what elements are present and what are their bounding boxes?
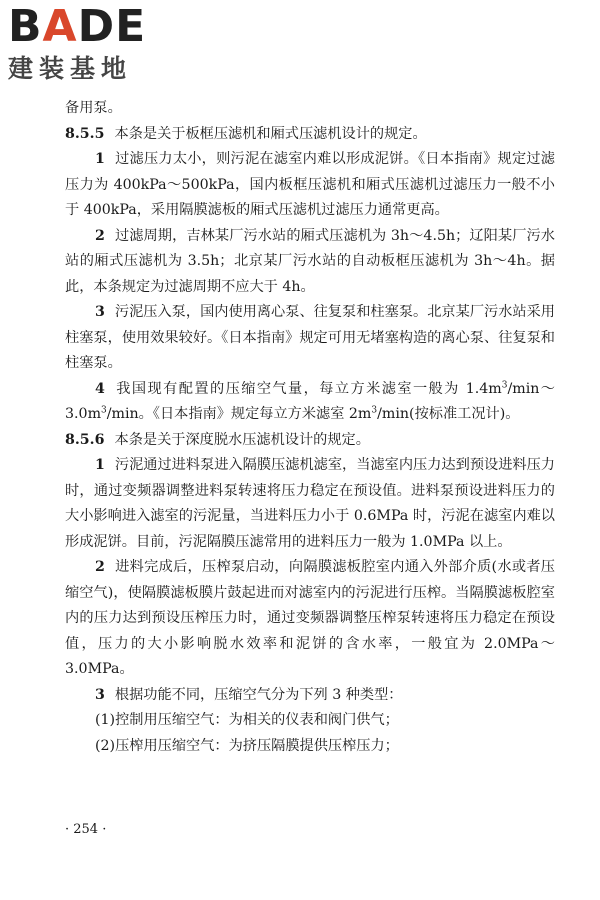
section-8-5-5: 8.5.5 本条是关于板框压滤机和厢式压滤机设计的规定。 bbox=[65, 125, 427, 142]
page-number: · 254 · bbox=[65, 822, 107, 837]
item-8-5-5-3: 3 污泥压入泵，国内使用离心泵、往复泵和柱塞泵。北京某厂污水站采用柱塞泵，使用效果较好。《日本指南》规定可用无堵塞构造的离心泵、往复泵和柱塞泵。 bbox=[65, 304, 555, 371]
list-item-1: (1)控制用压缩空气：为相关的仪表和阀门供气； bbox=[95, 712, 399, 728]
list-item-2: (2)压榨用压缩空气：为挤压隔膜提供压榨压力； bbox=[95, 737, 399, 754]
item-8-5-5-1: 1 过滤压力太小，则污泥在滤室内难以形成泥饼。《日本指南》规定过滤压力为 400kPa～500kPa，国内板框压滤机和厢式压滤机过滤压力一般不小于 400kPa，采用隔膜滤板的厢式压滤机过滤压力通常更高。 bbox=[65, 151, 555, 218]
item-8-5-5-4: 4 我国现有配置的压缩空气量，每立方米滤室一般为 $1.4m^3/\min\sim$ $3.0m^3/\min$。《日本指南》规定每立方米滤室 $2m^3/\min$(按标准工况计)。 bbox=[65, 379, 555, 422]
page-body bbox=[65, 96, 555, 759]
logo-wordmark: BADE bbox=[8, 1, 147, 52]
section-8-5-6: 8.5.6 本条是关于深度脱水压滤机设计的规定。 bbox=[65, 431, 370, 448]
logo-subtitle: 建装基地 bbox=[8, 54, 133, 83]
bade-logo bbox=[8, 1, 178, 90]
item-8-5-6-2: 2 进料完成后，压榨泵启动，向隔膜滤板腔室内通入外部介质(水或者压缩空气)，使隔膜滤板膜片鼓起进而对滤室内的污泥进行压榨。当隔膜滤板腔室内的压力达到预设压榨压力时，通过变频器调整压榨泵转速将压力稳定在预设值，压力的大小影响脱水效率和泥饼的含水率，一般宜为 2.0MPa～3.0MPa。 bbox=[65, 559, 555, 677]
paragraph-continuation: 备用泵。 bbox=[65, 100, 122, 116]
item-8-5-6-3: 3 根据功能不同，压缩空气分为下列 3 种类型： bbox=[95, 686, 403, 703]
item-8-5-5-2: 2 过滤周期，吉林某厂污水站的厢式压滤机为 3h～4.5h；辽阳某厂污水站的厢式压滤机为 3.5h；北京某厂污水站的自动板框压滤机为 3h～4h。据此，本条规定为过滤周期不应大于 4h。 bbox=[65, 227, 555, 295]
item-8-5-6-1: 1 污泥通过进料泵进入隔膜压滤机滤室，当滤室内压力达到预设进料压力时，通过变频器调整进料泵转速将压力稳定在预设值。进料泵预设进料压力的大小影响进入滤室的污泥量，当进料压力小于 0.6MPa 时，污泥在滤室内难以形成泥饼。目前，污泥隔膜压滤常用的进料压力一般为 1.0MPa 以上。 bbox=[65, 457, 555, 550]
